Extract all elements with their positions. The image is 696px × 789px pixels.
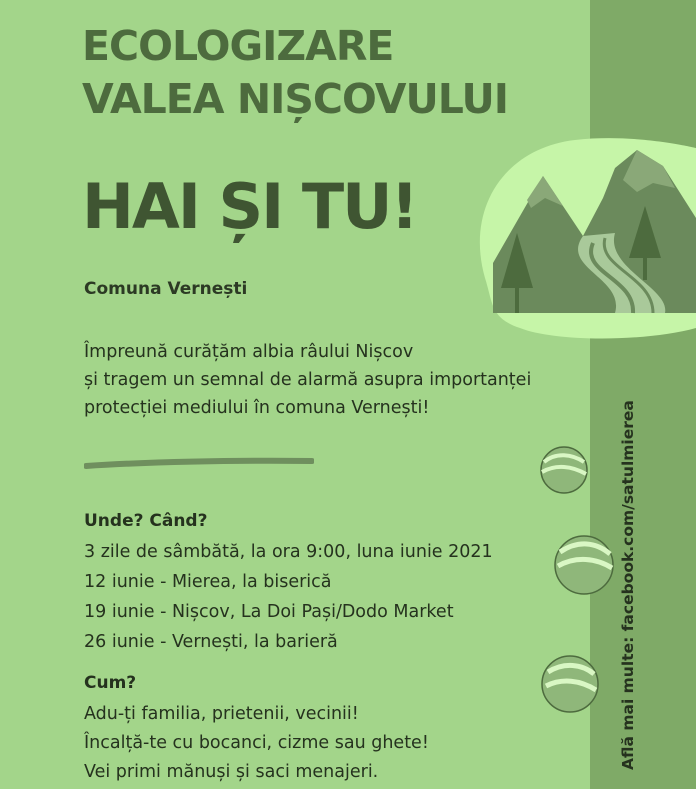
brush-divider: [84, 457, 314, 469]
striped-circle-icon: [540, 652, 600, 716]
list-item: 26 iunie - Vernești, la barieră: [84, 632, 338, 652]
intro-line: Împreună curățăm albia râului Nișcov: [84, 342, 414, 362]
list-item: 19 iunie - Nișcov, La Doi Pași/Dodo Market: [84, 602, 454, 622]
side-band: [590, 0, 696, 789]
facebook-link-text: Află mai multe: facebook.com/satulmierea: [619, 400, 637, 770]
striped-circle-icon: [552, 532, 616, 598]
commune-name: Comuna Vernești: [84, 279, 248, 299]
where-when-heading: Unde? Când?: [84, 511, 208, 531]
list-item: Adu-ți familia, prietenii, vecinii!: [84, 704, 359, 724]
intro-text: [84, 338, 604, 422]
title-line-1: ECOLOGIZARE: [82, 22, 394, 70]
title-slogan: HAI ȘI TU!: [82, 170, 417, 243]
where-when-list: [84, 537, 493, 657]
list-item: 12 iunie - Mierea, la biserică: [84, 572, 332, 592]
title-line-2: VALEA NIȘCOVULUI: [82, 75, 508, 123]
list-item: Încalță-te cu bocanci, cizme sau ghete!: [84, 733, 429, 753]
list-item: 3 zile de sâmbătă, la ora 9:00, luna iunie 2021: [84, 542, 493, 562]
intro-line: protecției mediului în comuna Vernești!: [84, 398, 430, 418]
list-item: Vei primi mănuși și saci menajeri.: [84, 762, 379, 782]
how-heading: Cum?: [84, 673, 137, 693]
mountain-landscape-icon: [465, 128, 696, 342]
intro-line: și tragem un semnal de alarmă asupra importanței: [84, 370, 532, 390]
striped-circle-icon: [538, 444, 590, 496]
how-list: [84, 700, 429, 787]
